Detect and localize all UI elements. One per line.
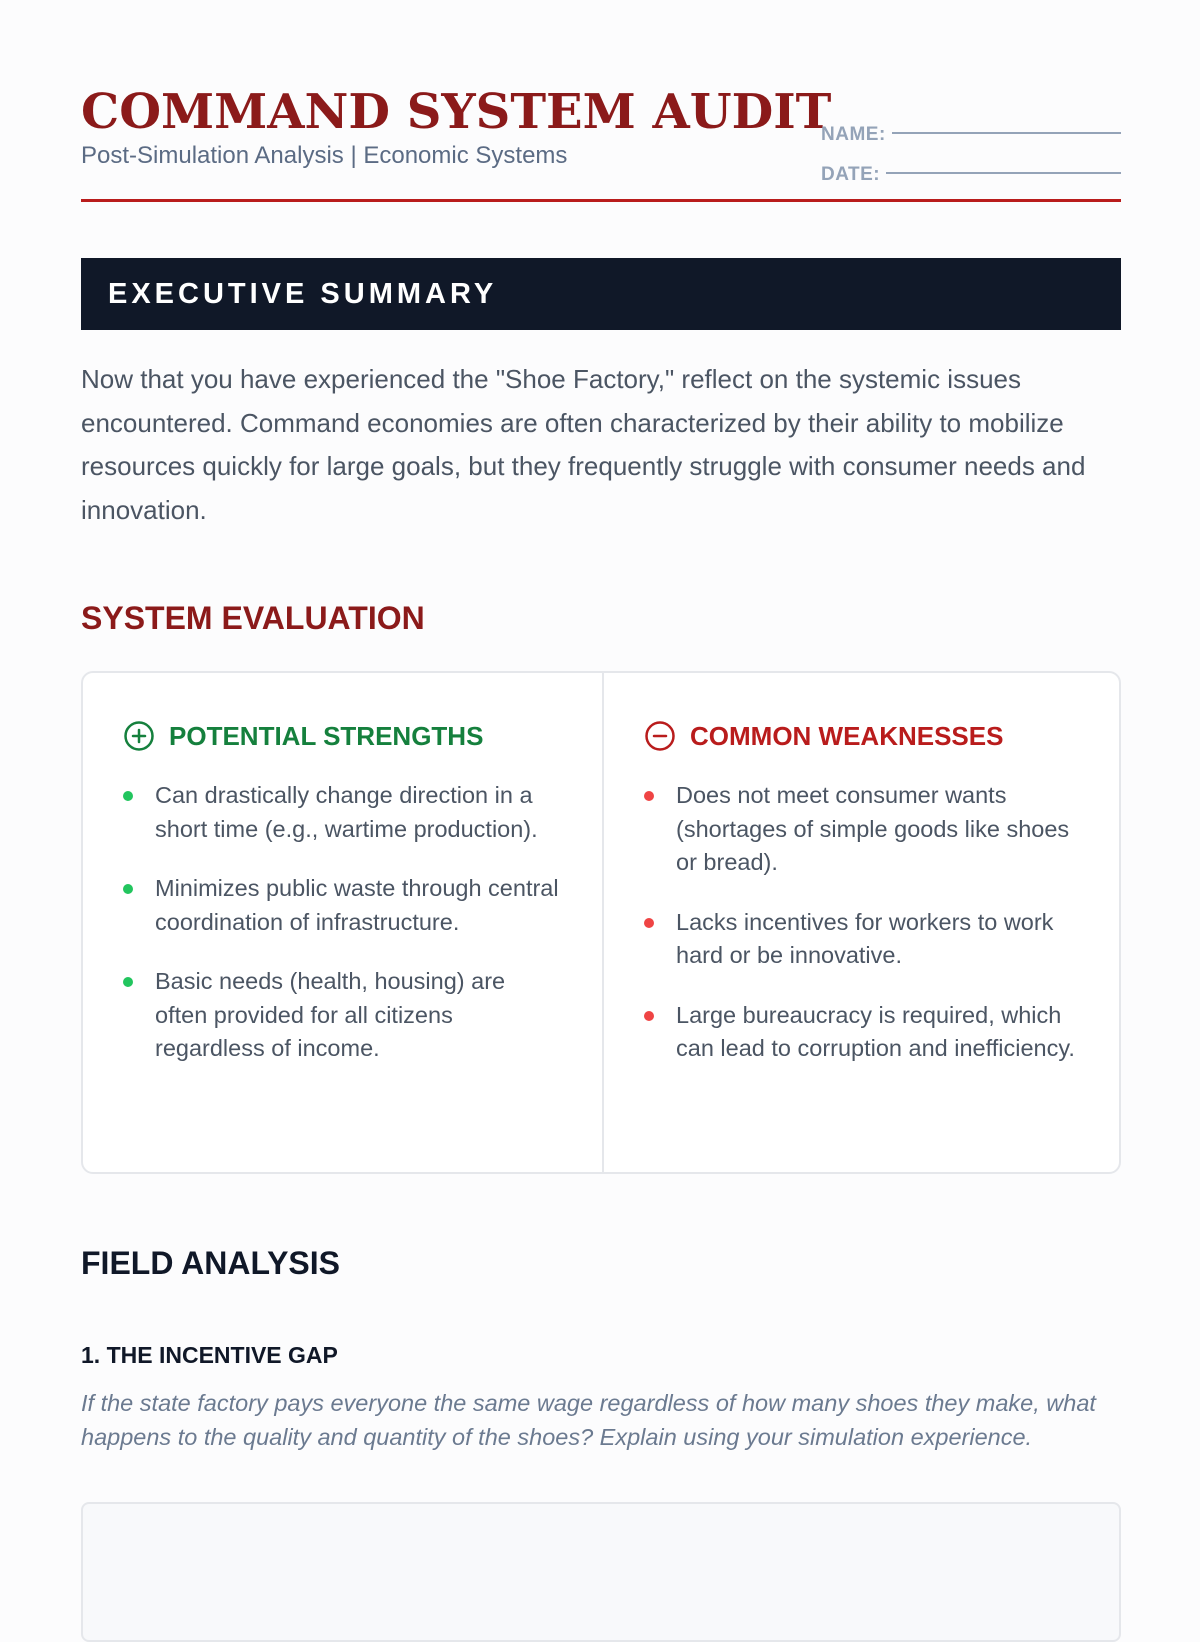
- list-item-text: Lacks incentives for workers to work hard or be innovative.: [676, 908, 1054, 968]
- list-item-text: Does not meet consumer wants (shortages of simple goods like shoes or bread).: [676, 782, 1070, 875]
- answer-textarea[interactable]: [81, 1502, 1121, 1642]
- list-item: [123, 872, 563, 939]
- evaluation-card: [81, 671, 1121, 1174]
- list-item: [644, 999, 1084, 1066]
- strengths-list: [123, 779, 563, 1092]
- bullet-icon: [644, 791, 654, 801]
- bullet-icon: [123, 791, 133, 801]
- question-title: 1. THE INCENTIVE GAP: [81, 1342, 338, 1368]
- list-item: [644, 779, 1084, 880]
- plus-circle-icon: [123, 720, 155, 752]
- list-item-text: Can drastically change direction in a short time (e.g., wartime production).: [155, 782, 538, 842]
- executive-summary-heading: EXECUTIVE SUMMARY: [81, 258, 1121, 330]
- student-info: [821, 106, 1121, 186]
- page-header: [81, 84, 1121, 204]
- page-subtitle: Post-Simulation Analysis | Economic Systems: [81, 142, 568, 169]
- name-row: [821, 106, 1121, 146]
- header-divider: [81, 199, 1121, 202]
- list-item-text: Basic needs (health, housing) are often provided for all citizens regardless of income.: [155, 968, 506, 1061]
- executive-summary-text: Now that you have experienced the "Shoe Factory," reflect on the systemic issues encountered. Command economies are often characterized by their ability to mobilize resources quickly for large goals, but they frequently struggle with consumer needs and innovation.: [81, 364, 1086, 525]
- weaknesses-heading-label: COMMON WEAKNESSES: [690, 720, 1004, 751]
- list-item: [644, 906, 1084, 973]
- field-analysis-heading: FIELD ANALYSIS: [81, 1245, 340, 1281]
- strengths-column: [83, 673, 602, 1172]
- page-title: COMMAND SYSTEM AUDIT: [81, 84, 832, 140]
- list-item-text: Large bureaucracy is required, which can lead to corruption and inefficiency.: [676, 1001, 1075, 1061]
- minus-circle-icon: [644, 720, 676, 752]
- strengths-heading: [123, 720, 483, 752]
- weaknesses-list: [644, 779, 1084, 1092]
- date-row: [821, 146, 1121, 186]
- bullet-icon: [644, 1011, 654, 1021]
- weaknesses-heading: [644, 720, 1003, 752]
- system-evaluation-heading: SYSTEM EVALUATION: [81, 600, 425, 636]
- bullet-icon: [644, 918, 654, 928]
- date-field[interactable]: [886, 162, 1121, 174]
- bullet-icon: [123, 977, 133, 987]
- list-item-text: Minimizes public waste through central coordination of infrastructure.: [155, 875, 559, 935]
- list-item: [123, 965, 563, 1066]
- name-label: NAME:: [821, 124, 886, 145]
- bullet-icon: [123, 884, 133, 894]
- strengths-heading-label: POTENTIAL STRENGTHS: [169, 720, 484, 751]
- weaknesses-column: [604, 673, 1123, 1172]
- list-item: [123, 779, 563, 846]
- name-field[interactable]: [892, 122, 1121, 134]
- date-label: DATE:: [821, 164, 881, 185]
- question-prompt: If the state factory pays everyone the same wage regardless of how many shoes they make, what happens to the quality and quantity of the shoes? Explain using your simulation experience.: [81, 1390, 1096, 1450]
